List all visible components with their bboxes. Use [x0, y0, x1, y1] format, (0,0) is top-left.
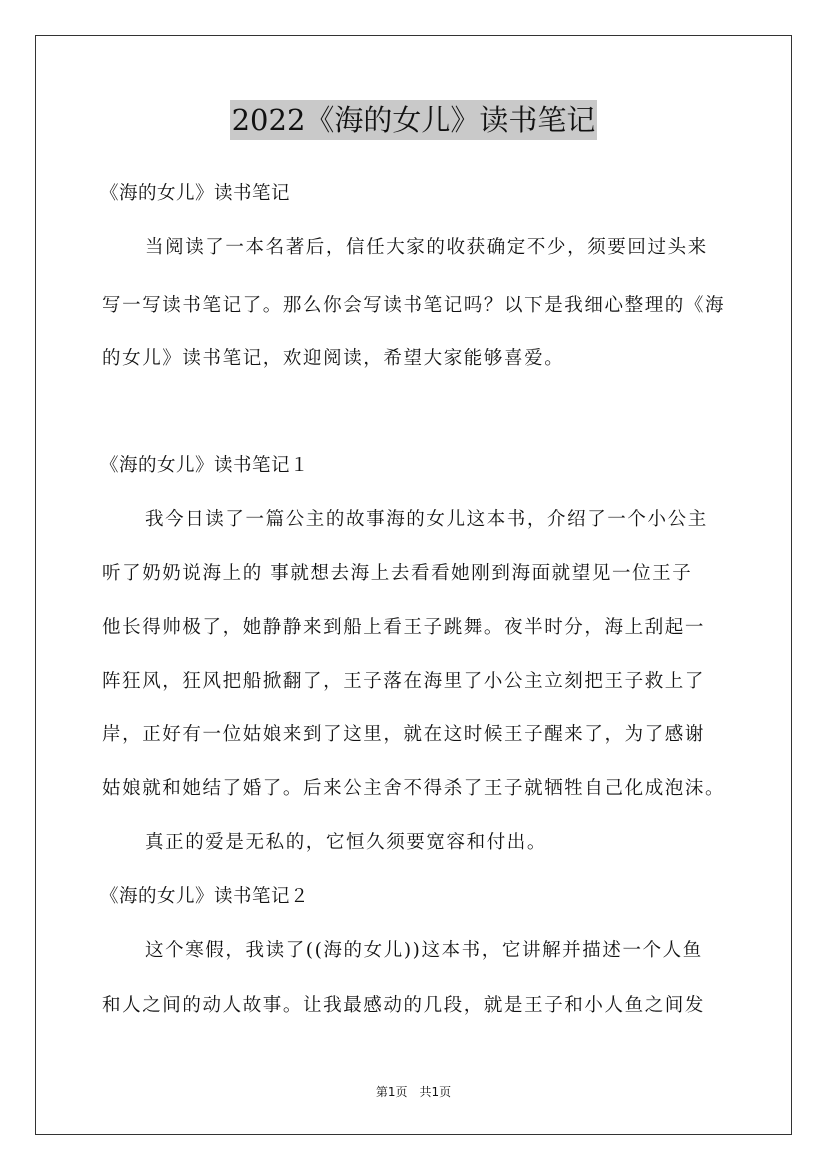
section-heading-intro: 《海的女儿》读书笔记 — [100, 183, 291, 204]
paragraph-line: 和人之间的动人故事。让我最感动的几段，就是王子和小人鱼之间发 — [102, 995, 706, 1016]
paragraph-line: 真正的爱是无私的，它恒久须要宽容和付出。 — [145, 832, 548, 853]
document-title: 2022《海的女儿》读书笔记 — [230, 100, 598, 140]
paragraph-line: 这个寒假，我读了((海的女儿))这本书，它讲解并描述一个人鱼 — [145, 940, 703, 961]
section-heading-2: 《海的女儿》读书笔记２ — [100, 886, 310, 907]
paragraph-line: 岸，正好有一位姑娘来到了这里，就在这时候王子醒来了，为了感谢 — [102, 724, 706, 745]
section-heading-1: 《海的女儿》读书笔记１ — [100, 455, 310, 476]
paragraph-line: 写一写读书笔记了。那么你会写读书笔记吗？以下是我细心整理的《海 — [102, 295, 726, 316]
paragraph-line: 他长得帅极了，她静静来到船上看王子跳舞。夜半时分，海上刮起一 — [102, 617, 706, 638]
paragraph-line: 听了奶奶说海上的 事就想去海上去看看她刚到海面就望见一位王子 — [102, 563, 693, 584]
paragraph-line: 我今日读了一篇公主的故事海的女儿这本书，介绍了一个小公主 — [145, 509, 708, 530]
paragraph-line: 的女儿》读书笔记，欢迎阅读，希望大家能够喜爱。 — [102, 348, 565, 369]
paragraph-line: 阵狂风，狂风把船掀翻了，王子落在海里了小公主立刻把王子救上了 — [102, 671, 706, 692]
page-footer: 第1页 共1页 — [375, 1085, 452, 1099]
title-container — [0, 100, 827, 140]
paragraph-line: 姑娘就和她结了婚了。后来公主舍不得杀了王子就牺牲自己化成泡沫。 — [102, 778, 726, 799]
paragraph-line: 当阅读了一本名著后，信任大家的收获确定不少，须要回过头来 — [145, 237, 708, 258]
